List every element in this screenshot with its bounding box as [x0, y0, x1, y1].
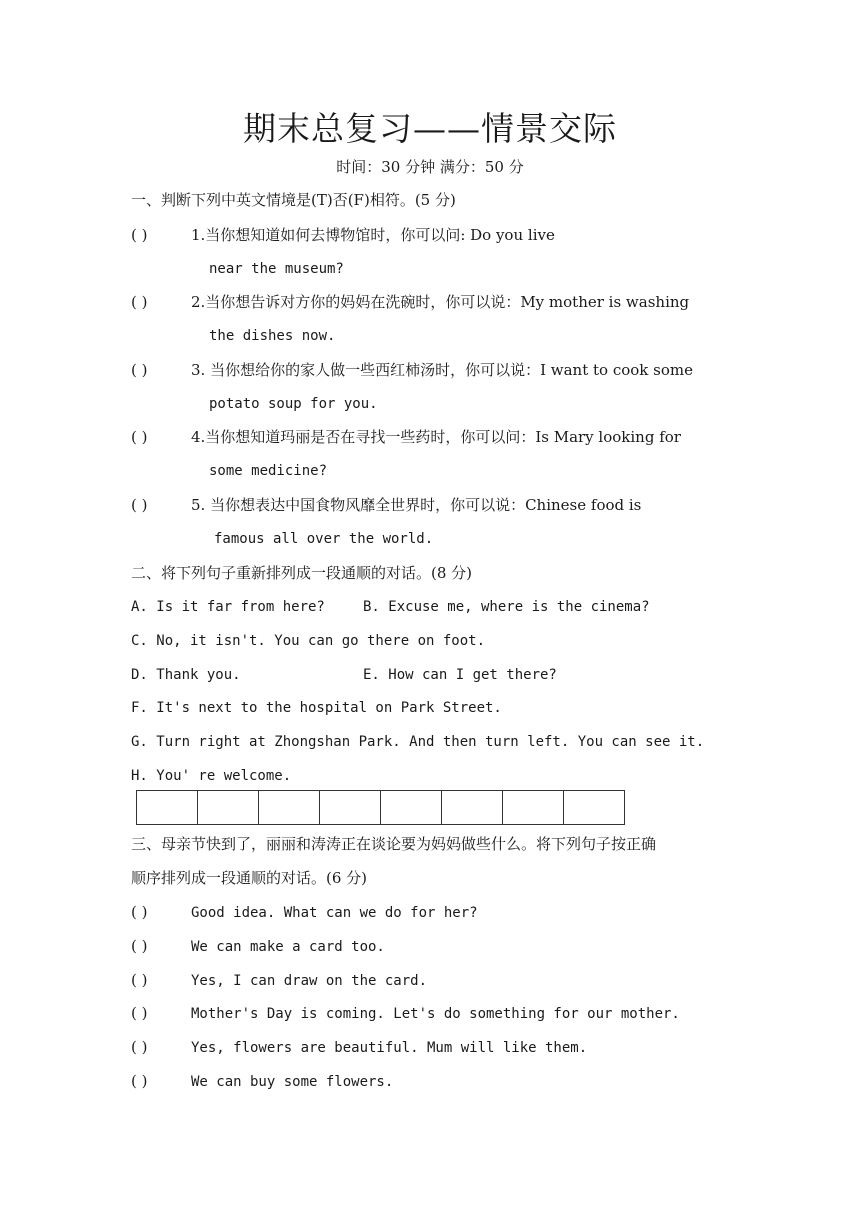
dialogue-text: Yes, flowers are beautiful. Mum will like them.	[191, 1040, 588, 1056]
section1-item-3	[131, 360, 693, 380]
sentence-g: G. Turn right at Zhongshan Park. And then turn left. You can see it.	[131, 734, 705, 750]
answer-blank[interactable]: ( )	[131, 361, 148, 379]
answer-box-3[interactable]	[259, 791, 320, 825]
sentence-c: C. No, it isn't. You can go there on foot.	[131, 633, 486, 649]
question-continuation: potato soup for you.	[209, 396, 378, 412]
answer-box-6[interactable]	[442, 791, 503, 825]
dialogue-text: Mother's Day is coming. Let's do something for our mother.	[191, 1006, 680, 1022]
answer-blank[interactable]: ( )	[131, 903, 148, 921]
section2-heading: 二、将下列句子重新排列成一段通顺的对话。(8 分)	[131, 564, 473, 582]
section3-heading: 三、母亲节快到了，丽丽和涛涛正在谈论要为妈妈做些什么。将下列句子按正确	[131, 835, 657, 853]
answer-blank[interactable]: ( )	[131, 226, 148, 244]
exam-info: 时间：30 分钟 满分：50 分	[336, 158, 524, 176]
sentence-e: E. How can I get there?	[363, 667, 557, 683]
question-text: 2.当你想告诉对方你的妈妈在洗碗时，你可以说：My mother is washing	[191, 293, 690, 311]
sentence-d: D. Thank you.	[131, 667, 241, 683]
section1-item-2	[131, 292, 689, 312]
answer-blank[interactable]: ( )	[131, 971, 148, 989]
sentence-a: A. Is it far from here?	[131, 599, 325, 615]
section3-item-1	[131, 902, 478, 923]
question-continuation: the dishes now.	[209, 328, 336, 344]
section3-item-5	[131, 1037, 587, 1058]
section1-item-1	[131, 225, 555, 245]
question-continuation: famous all over the world.	[214, 531, 434, 547]
dialogue-text: We can buy some flowers.	[191, 1074, 394, 1090]
question-text: 1.当你想知道如何去博物馆时，你可以问: Do you live	[191, 226, 555, 244]
answer-box-8[interactable]	[564, 791, 625, 825]
section3-item-6	[131, 1071, 393, 1092]
answer-box-2[interactable]	[198, 791, 259, 825]
answer-blank[interactable]: ( )	[131, 1038, 148, 1056]
section3-heading-cont: 顺序排列成一段通顺的对话。(6 分)	[131, 869, 368, 887]
dialogue-text: We can make a card too.	[191, 939, 385, 955]
section3-item-4	[131, 1003, 680, 1024]
answer-blank[interactable]: ( )	[131, 428, 148, 446]
answer-blank[interactable]: ( )	[131, 1004, 148, 1022]
section3-item-3	[131, 970, 427, 991]
answer-blank[interactable]: ( )	[131, 1072, 148, 1090]
section1-item-4	[131, 427, 681, 447]
dialogue-text: Yes, I can draw on the card.	[191, 973, 428, 989]
answer-box-1[interactable]	[137, 791, 198, 825]
question-text: 5. 当你想表达中国食物风靡全世界时，你可以说：Chinese food is	[191, 496, 642, 514]
question-text: 3. 当你想给你的家人做一些西红柿汤时，你可以说：I want to cook some	[191, 361, 693, 379]
sentence-b: B. Excuse me, where is the cinema?	[363, 599, 650, 615]
answer-blank[interactable]: ( )	[131, 937, 148, 955]
section1-item-5	[131, 495, 641, 515]
question-text: 4.当你想知道玛丽是否在寻找一些药时，你可以问：Is Mary looking for	[191, 428, 681, 446]
dialogue-text: Good idea. What can we do for her?	[191, 905, 478, 921]
answer-box-4[interactable]	[320, 791, 381, 825]
answer-blank[interactable]: ( )	[131, 496, 148, 514]
section1-heading: 一、判断下列中英文情境是(T)否(F)相符。(5 分)	[131, 191, 456, 209]
page-title: 期末总复习——情景交际	[243, 109, 617, 148]
question-continuation: some medicine?	[209, 463, 328, 479]
answer-box-5[interactable]	[381, 791, 442, 825]
sentence-h: H. You' re welcome.	[131, 768, 292, 784]
answer-order-table	[136, 790, 625, 825]
answer-box-7[interactable]	[503, 791, 564, 825]
section3-item-2	[131, 936, 385, 957]
answer-blank[interactable]: ( )	[131, 293, 148, 311]
question-continuation: near the museum?	[209, 261, 344, 277]
sentence-f: F. It's next to the hospital on Park Street.	[131, 700, 502, 716]
